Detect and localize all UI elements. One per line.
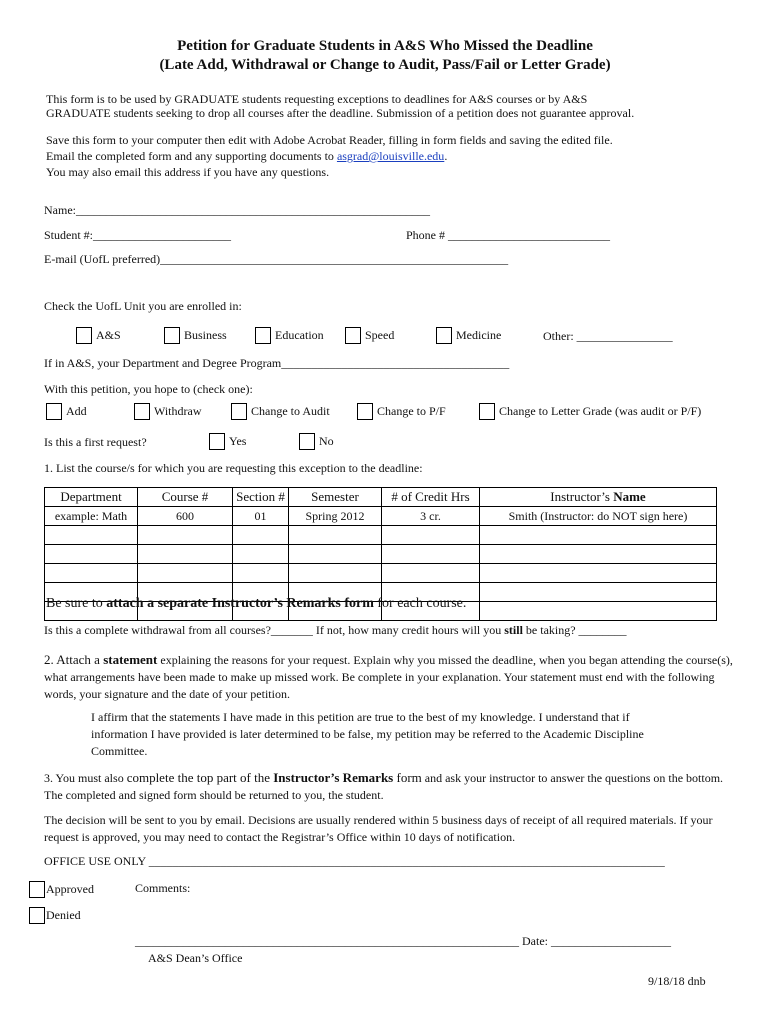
withdrawal-q1: Is this a complete withdrawal from all courses?_______ If not, how many credit hours will you <box>44 623 505 637</box>
phone-field[interactable]: Phone # ___________________________ <box>406 228 610 242</box>
cell[interactable] <box>480 526 717 545</box>
other-unit-field[interactable]: Other: ________________ <box>543 329 673 343</box>
checkbox[interactable] <box>76 327 92 344</box>
checkbox[interactable] <box>29 907 45 924</box>
cell[interactable] <box>480 564 717 583</box>
cell[interactable] <box>382 564 480 583</box>
email-field[interactable]: E-mail (UofL preferred)__________________________________________________________ <box>44 252 509 266</box>
checkbox[interactable] <box>357 403 373 420</box>
table-header-row <box>45 488 717 507</box>
cell[interactable] <box>45 564 138 583</box>
unit-label: Medicine <box>456 328 502 342</box>
statement-rest: explaining the reasons for your request. Explain why you missed the deadline, when you began attending the course(s), what arrangements have been made to make up missed work. Be complete in your explanation. Your statement must end with the following words, your signature and the date of your petition. <box>44 653 733 701</box>
example-department: example: Math <box>45 507 138 526</box>
table-row[interactable] <box>45 564 717 583</box>
approved-label: Approved <box>46 882 94 896</box>
statement-bold: statement <box>103 652 158 667</box>
unit-label: A&S <box>96 328 121 342</box>
email-prefix: Email the completed form and any supporting documents to <box>46 149 337 163</box>
cell[interactable] <box>233 526 289 545</box>
withdrawal-still: still <box>504 623 523 637</box>
remarks-reminder <box>46 596 466 612</box>
yes-label: Yes <box>229 434 247 448</box>
option-label: Withdraw <box>154 404 202 418</box>
example-instructor: Smith (Instructor: do NOT sign here) <box>480 507 717 526</box>
may-email-text: You may also email this address if you have any questions. <box>46 165 330 179</box>
first-request-label: Is this a first request? <box>44 435 147 449</box>
header-semester: Semester <box>289 488 382 507</box>
remarks-prefix: Be sure to <box>46 596 107 611</box>
remarks-suffix: for each course. <box>373 596 467 611</box>
statement-instructions <box>44 651 734 703</box>
step3-a: 3. You must also <box>44 771 127 785</box>
unit-label: Education <box>275 328 324 342</box>
comments-label: Comments: <box>135 881 191 895</box>
cell[interactable] <box>480 583 717 602</box>
header-instructor-label: Instructor’s <box>550 489 614 504</box>
table-row[interactable] <box>45 545 717 564</box>
remarks-bold: attach a separate Instructor’s Remarks form <box>106 596 374 611</box>
deans-office-label: A&S Dean’s Office <box>148 951 243 965</box>
cell[interactable] <box>138 526 233 545</box>
email-link[interactable]: asgrad@louisville.edu <box>336 149 445 163</box>
cell[interactable] <box>233 564 289 583</box>
email-instructions <box>46 149 447 164</box>
cell[interactable] <box>45 526 138 545</box>
unit-label: Business <box>184 328 227 342</box>
intro-line-2: GRADUATE students seeking to drop all courses after the deadline. Submission of a petition does not guarantee approval. <box>46 106 635 120</box>
example-course: 600 <box>138 507 233 526</box>
header-department: Department <box>45 488 138 507</box>
unit-prompt: Check the UofL Unit you are enrolled in: <box>44 299 242 313</box>
cell[interactable] <box>289 564 382 583</box>
example-section: 01 <box>233 507 289 526</box>
cell[interactable] <box>233 545 289 564</box>
withdrawal-question[interactable] <box>44 623 627 638</box>
name-field[interactable]: Name:___________________________________________________________ <box>44 203 430 217</box>
statement-num: 2. Attach a <box>44 652 104 667</box>
email-suffix: . <box>444 149 448 163</box>
intro-line-1: This form is to be used by GRADUATE students requesting exceptions to deadlines for A&S courses or by A&S <box>46 92 588 106</box>
checkbox[interactable] <box>299 433 315 450</box>
save-instructions: Save this form to your computer then edit with Adobe Acrobat Reader, filling in form fields and saving the edited file. <box>46 133 613 147</box>
header-course: Course # <box>138 488 233 507</box>
affirmation-text: I affirm that the statements I have made in this petition are true to the best of my knowledge. I understand that if information I have provided is later determined to be false, my petition may be referred to the Academic Discipline Committee. <box>91 710 644 758</box>
option-label: Change to Audit <box>251 404 330 418</box>
list-courses-instruction: 1. List the course/s for which you are requesting this exception to the deadline: <box>44 461 423 475</box>
checkbox[interactable] <box>436 327 452 344</box>
step-3-instructions <box>44 769 734 804</box>
cell[interactable] <box>382 526 480 545</box>
withdrawal-q2: be taking? ________ <box>522 623 627 637</box>
office-use-only: OFFICE USE ONLY ______________________________________________________________________________________ <box>44 854 665 868</box>
form-subtitle: (Late Add, Withdrawal or Change to Audit, Pass/Fail or Letter Grade) <box>159 57 611 73</box>
step3-c: form <box>393 770 422 785</box>
header-credit-hrs: # of Credit Hrs <box>382 488 480 507</box>
option-label: Add <box>66 404 87 418</box>
step3-d: and ask your instructor to answer the questions on the bottom. The completed and signed form should be returned to you, the student. <box>44 771 724 802</box>
no-label: No <box>319 434 334 448</box>
option-label: Change to P/F <box>377 404 446 418</box>
checkbox[interactable] <box>479 403 495 420</box>
cell[interactable] <box>480 545 717 564</box>
header-section: Section # <box>233 488 289 507</box>
cell[interactable] <box>480 602 717 621</box>
cell[interactable] <box>138 545 233 564</box>
unit-label: Speed <box>365 328 395 342</box>
table-row <box>45 507 717 526</box>
cell[interactable] <box>289 545 382 564</box>
denied-label: Denied <box>46 908 81 922</box>
header-instructor <box>480 488 717 507</box>
step3-bold: Instructor’s Remarks <box>273 770 394 785</box>
checkbox[interactable] <box>29 881 45 898</box>
cell[interactable] <box>382 545 480 564</box>
checkbox[interactable] <box>46 403 62 420</box>
student-number-field[interactable]: Student #:_______________________ <box>44 228 232 242</box>
decision-text: The decision will be sent to you by email. Decisions are usually rendered within 5 business days of receipt of all required materials. If your request is approved, you may need to contact the Registrar’s Office within 10 days of notification. <box>44 813 713 844</box>
checkbox[interactable] <box>209 433 225 450</box>
table-row[interactable] <box>45 526 717 545</box>
option-label: Change to Letter Grade (was audit or P/F) <box>499 404 702 418</box>
checkbox[interactable] <box>134 403 150 420</box>
checkbox[interactable] <box>255 327 271 344</box>
example-credits: 3 cr. <box>382 507 480 526</box>
cell[interactable] <box>138 564 233 583</box>
checkbox[interactable] <box>231 403 247 420</box>
checkbox[interactable] <box>164 327 180 344</box>
cell[interactable] <box>289 526 382 545</box>
checkbox[interactable] <box>345 327 361 344</box>
step3-b: complete the top part of the <box>126 770 274 785</box>
cell[interactable] <box>45 545 138 564</box>
header-instructor-name: Name <box>613 489 646 504</box>
dean-signature-line[interactable]: ________________________________________________________________ Date: ____________________ <box>135 934 671 948</box>
example-semester: Spring 2012 <box>289 507 382 526</box>
form-title: Petition for Graduate Students in A&S Who Missed the Deadline <box>177 38 593 54</box>
department-program-field[interactable]: If in A&S, your Department and Degree Program______________________________________ <box>44 356 510 370</box>
petition-prompt: With this petition, you hope to (check one): <box>44 382 253 396</box>
footer-date: 9/18/18 dnb <box>648 974 706 988</box>
